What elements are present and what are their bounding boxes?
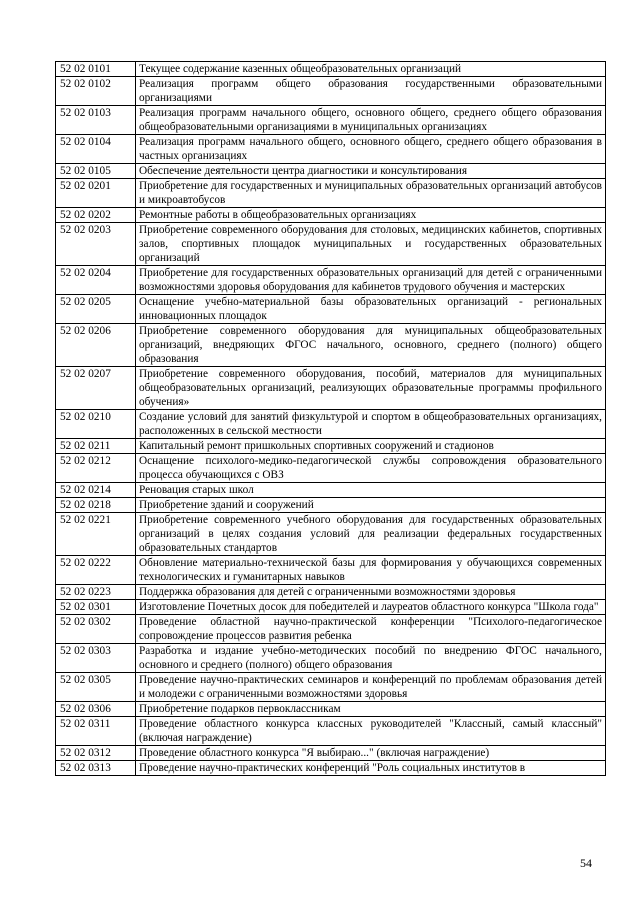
table-row: [56, 77, 606, 106]
row-description: Разработка и издание учебно-методических пособий по внедрению ФГОС начального, основного и среднего (полного) общего образования: [136, 644, 606, 673]
table-row: [56, 761, 606, 776]
row-description: Приобретение подарков первоклассникам: [136, 702, 606, 717]
table-row: [56, 556, 606, 585]
table-row: [56, 164, 606, 179]
table-row: [56, 324, 606, 367]
row-description: Приобретение современного оборудования для муниципальных общеобразовательных организаций, внедряющих ФГОС начального, основного, среднего (полного) общего образования: [136, 324, 606, 367]
row-code: 52 02 0312: [56, 746, 136, 761]
row-description: Капитальный ремонт пришкольных спортивных сооружений и стадионов: [136, 439, 606, 454]
row-code: 52 02 0104: [56, 135, 136, 164]
row-description: Обеспечение деятельности центра диагностики и консультирования: [136, 164, 606, 179]
row-description: Реализация программ общего образования государственными образовательными организациями: [136, 77, 606, 106]
row-description: Создание условий для занятий физкультурой и спортом в общеобразовательных организациях, расположенных в сельской местности: [136, 410, 606, 439]
table-row: [56, 266, 606, 295]
table-row: [56, 513, 606, 556]
row-description: Проведение научно-практических конференций "Роль социальных институтов в: [136, 761, 606, 776]
row-code: 52 02 0207: [56, 367, 136, 410]
row-description: Приобретение для государственных образовательных организаций для детей с ограниченными возможностями здоровья оборудования для кабинетов трудового обучения и мастерских: [136, 266, 606, 295]
row-code: 52 02 0102: [56, 77, 136, 106]
row-code: 52 02 0105: [56, 164, 136, 179]
table-row: [56, 717, 606, 746]
row-description: Проведение научно-практических семинаров и конференций по проблемам образования детей и молодежи с ограниченными возможностями здоровья: [136, 673, 606, 702]
table-row: [56, 702, 606, 717]
row-code: 52 02 0303: [56, 644, 136, 673]
row-description: Проведение областного конкурса "Я выбираю..." (включая награждение): [136, 746, 606, 761]
table-row: [56, 295, 606, 324]
table-row: [56, 454, 606, 483]
row-description: Оснащение психолого-медико-педагогической службы сопровождения образовательного процесса обучающихся с ОВЗ: [136, 454, 606, 483]
table-row: [56, 62, 606, 77]
row-code: 52 02 0103: [56, 106, 136, 135]
table-row: [56, 223, 606, 266]
row-description: Приобретение зданий и сооружений: [136, 498, 606, 513]
row-description: Проведение областного конкурса классных руководителей "Классный, самый классный" (включая награждение): [136, 717, 606, 746]
row-code: 52 02 0305: [56, 673, 136, 702]
table-body: [56, 62, 606, 776]
table-row: [56, 498, 606, 513]
table-row: [56, 208, 606, 223]
row-description: Изготовление Почетных досок для победителей и лауреатов областного конкурса "Школа года": [136, 600, 606, 615]
table-row: [56, 600, 606, 615]
row-code: 52 02 0302: [56, 615, 136, 644]
row-description: Проведение областной научно-практической конференции "Психолого-педагогическое сопровождение процессов развития ребенка: [136, 615, 606, 644]
row-code: 52 02 0306: [56, 702, 136, 717]
row-code: 52 02 0313: [56, 761, 136, 776]
row-code: 52 02 0204: [56, 266, 136, 295]
table-row: [56, 135, 606, 164]
row-code: 52 02 0201: [56, 179, 136, 208]
row-code: 52 02 0203: [56, 223, 136, 266]
row-code: 52 02 0210: [56, 410, 136, 439]
budget-code-table: [55, 61, 606, 776]
row-description: Поддержка образования для детей с ограниченными возможностями здоровья: [136, 585, 606, 600]
table-row: [56, 746, 606, 761]
table-row: [56, 673, 606, 702]
row-description: Приобретение современного учебного оборудования для государственных образовательных организаций в целях создания условий для реализации федеральных государственных образовательных стандартов: [136, 513, 606, 556]
row-description: Текущее содержание казенных общеобразовательных организаций: [136, 62, 606, 77]
row-code: 52 02 0221: [56, 513, 136, 556]
table-row: [56, 106, 606, 135]
table-row: [56, 615, 606, 644]
table-row: [56, 367, 606, 410]
table-row: [56, 644, 606, 673]
row-code: 52 02 0211: [56, 439, 136, 454]
table-row: [56, 585, 606, 600]
row-code: 52 02 0214: [56, 483, 136, 498]
row-code: 52 02 0311: [56, 717, 136, 746]
row-code: 52 02 0212: [56, 454, 136, 483]
table-row: [56, 483, 606, 498]
row-description: Оснащение учебно-материальной базы образовательных организаций - региональных инновационных площадок: [136, 295, 606, 324]
row-code: 52 02 0205: [56, 295, 136, 324]
row-code: 52 02 0301: [56, 600, 136, 615]
row-description: Приобретение современного оборудования, пособий, материалов для муниципальных общеобразовательных организаций, реализующих образовательные программы профильного обучения»: [136, 367, 606, 410]
row-description: Обновление материально-технической базы для формирования у обучающихся современных технологических и гуманитарных навыков: [136, 556, 606, 585]
row-description: Приобретение для государственных и муниципальных образовательных организаций автобусов и микроавтобусов: [136, 179, 606, 208]
row-description: Реализация программ начального общего, основного общего, среднего общего образования общеобразовательными организациями в муниципальных организациях: [136, 106, 606, 135]
row-code: 52 02 0202: [56, 208, 136, 223]
row-code: 52 02 0206: [56, 324, 136, 367]
row-code: 52 02 0218: [56, 498, 136, 513]
table-row: [56, 439, 606, 454]
row-description: Реализация программ начального общего, основного общего, среднего общего образования в частных организациях: [136, 135, 606, 164]
row-code: 52 02 0222: [56, 556, 136, 585]
page-number: 54: [580, 856, 592, 870]
row-description: Приобретение современного оборудования для столовых, медицинских кабинетов, спортивных залов, спортивных площадок муниципальных и государственных образовательных организаций: [136, 223, 606, 266]
row-code: 52 02 0101: [56, 62, 136, 77]
row-code: 52 02 0223: [56, 585, 136, 600]
row-description: Ремонтные работы в общеобразовательных организациях: [136, 208, 606, 223]
row-description: Реновация старых школ: [136, 483, 606, 498]
table-row: [56, 179, 606, 208]
table-row: [56, 410, 606, 439]
